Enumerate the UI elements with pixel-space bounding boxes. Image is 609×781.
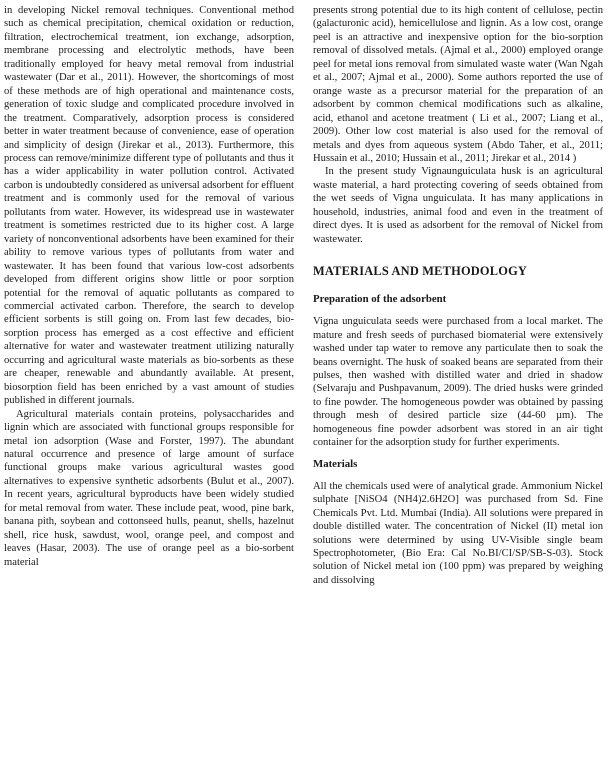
left-column [4,4,294,569]
right-column [313,4,603,587]
subsection-heading: Preparation of the adsorbent [313,293,447,306]
subsection-heading: Materials [313,457,358,470]
section-heading: MATERIALS AND METHODOLOGY [313,264,528,279]
body-paragraph: Agricultural materials contain proteins, polysaccharides and lignin which are associated with functional groups responsible for metal ion adsorption (Wase and Forster, 1997). The abundant natural occurrence and presence of large amount of surface functional groups make various agricultural wastes good alternatives to expensive synthetic adsorbents (Bulut et al., 2007). In recent years, agricultural byproducts have been widely studied for metal removal from water. These include peat, wood, pine bark, banana pith, soybean and cottonseed hulls, peanut, shells, hazelnut shell, rice husk, sawdust, wool, orange peel, and compost and leaves (Hasar, 2003). The use of orange peel as a bio-sorbent material [4,408,294,568]
body-paragraph: presents strong potential due to its high content of cellulose, pectin (galacturonic acid), hemicellulose and lignin. As a low cost, orange peel is an attractive and inexpensive option for the bio-sorption removal of dissolved metals. (Ajmal et al., 2000) employed orange peel for metal ions removal from simulated waste water (Wan Ngah et al., 2007; Ajmal et al., 2000). Some authors reported the use of orange waste as a precursor material for the preparation of an adsorbent by common chemical modifications such as alkaline, acid, ethanol and acetone treatment ( Li et al., 2007; Liang et al., 2009). Other low cost material is also used for the removal of metals and dyes from aqueous system (Abdo Taher, et al., 2011; Hussain et al., 2010; Hussain et al., 2011; Jirekar et al., 2014 ) [313,5,603,164]
body-paragraph: in developing Nickel removal techniques. Conventional method such as chemical precipitation, chemical oxidation or reduction, filtration, electrochemical treatment, ion exchange, adsorption, membrane processing and electrolytic methods, have been traditionally employed for heavy metal removal from industrial wastewater (Dar et al., 2011). However, the shortcomings of most of these methods are of high operational and maintenance costs, generation of toxic sludge and complicated procedure involved in the treatment. Comparatively, adsorption process is considered better in water treatment because of convenience, ease of operation and simplicity of design (Jirekar et al., 2013). Furthermore, this process can remove/minimize different type of pollutants and thus it has a wider applicability in water pollution control. Activated carbon is undoubtedly considered as universal adsorbent for effluent treatment and is commonly used for the removal of various pollutants from water. However, its widespread use in wastewater treatment is sometimes restricted due to its higher cost. A large variety of nonconventional adsorbents have been examined for their ability to remove various types of pollutants from water and wastewater. It has been found that various low-cost adsorbents developed from different origins show little or poor sorption potential for the removal of aquatic pollutants as compared to commercial activated carbon. Therefore, the search to develop efficient sorbents is still going on. From last few decades, bio-sorption process has emerged as a cost effective and efficient alternative for water and wastewater treatment utilizing naturally occurring and agricultural waste materials as bio-sorbents as these are cheaper, renewable and abundantly available. At present, biosorption field has been enriched by a vast amount of studies published in different journals. [4,5,294,407]
body-paragraph: In the present study Vignaunguiculata husk is an agricultural waste material, a hard protecting covering of seeds obtained from the wet seeds of Vigna unguiculata. It has many applications in household, industries, animal food and even in the treatment of direct dyes. It is used as adsorbent for the removal of Nickel from wastewater. [313,166,603,245]
body-paragraph: Vigna unguiculata seeds were purchased from a local market. The mature and fresh seeds of purchased biomaterial were extensively washed under tap water to remove any particulate then to soak the beans overnight. The husk of soaked beans are separated from their pulses, then washed with distilled water and dried in shadow (Selvaraju and Pushpavanum, 2009). The dried husks were grinded to fine powder. The homogeneous powder was obtained by passing through mesh of desired particle size (44-60 µm). The homogeneous fine powder adsorbent was stored in an air tight container for the adsorption study for further experiments. [313,316,603,449]
body-paragraph: All the chemicals used were of analytical grade. Ammonium Nickel sulphate [NiSO4 (NH4)2.6H2O] was purchased from Sd. Fine Chemicals Pvt. Ltd. Mumbai (India). All solutions were prepared in double distilled water. The concentration of Nickel (II) metal ion solutions were determined by using UV-Visible single beam Spectrophotometer, (Bio Era: Cal No.BI/CI/SP/SB-S-03). Stock solution of Nickel metal ion (100 ppm) was prepared by weighing and dissolving [313,480,603,586]
